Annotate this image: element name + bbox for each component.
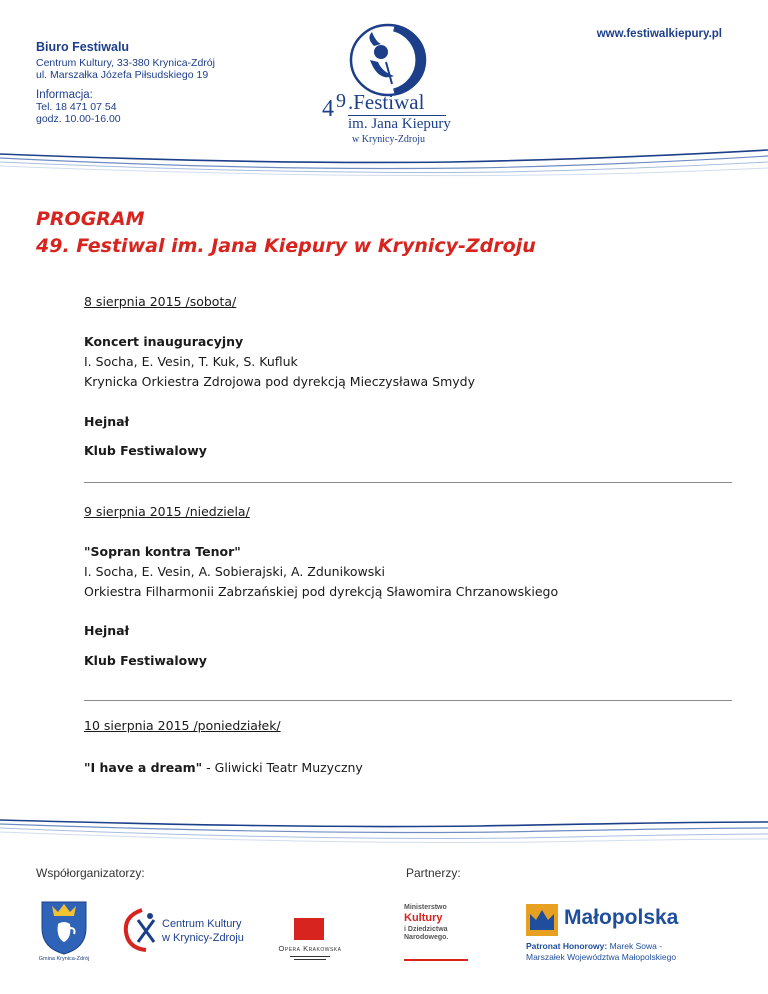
malopolska-name: Małopolska bbox=[564, 906, 679, 929]
day-1-performers: I. Socha, E. Vesin, T. Kuk, S. Kufluk bbox=[84, 354, 298, 369]
ministry-line-4: Narodowego. bbox=[404, 934, 449, 941]
footer-wave-decoration bbox=[0, 810, 768, 852]
gmina-logo bbox=[38, 898, 90, 966]
logo-digit-9: 9 bbox=[336, 90, 346, 112]
day-3-event-suffix: - Gliwicki Teatr Muzyczny bbox=[202, 760, 363, 775]
website-link[interactable]: www.festiwalkiepury.pl bbox=[596, 28, 722, 40]
phone: Tel. 18 471 07 54 bbox=[36, 101, 117, 113]
ck-line-2: w Krynicy-Zdroju bbox=[162, 932, 244, 944]
gmina-caption: Gmina Krynica-Zdrój bbox=[38, 956, 90, 962]
day-2-date: 9 sierpnia 2015 /niedziela/ bbox=[84, 504, 250, 519]
day-2-performers: I. Socha, E. Vesin, A. Sobierajski, A. Zdunikowski bbox=[84, 564, 385, 579]
ministry-red-line bbox=[404, 959, 468, 961]
day-3-event bbox=[84, 760, 363, 775]
logo-digit-4: 4 bbox=[322, 96, 334, 122]
patron-title: Marszałek Województwa Małopolskiego bbox=[526, 952, 677, 962]
day-1-item-klub: Klub Festiwalowy bbox=[84, 443, 207, 458]
day-2-item-hejnal: Hejnał bbox=[84, 623, 130, 638]
day-2-item-klub: Klub Festiwalowy bbox=[84, 653, 207, 668]
day-2-orchestra: Orkiestra Filharmonii Zabrzańskiej pod dyrekcją Sławomira Chrzanowskiego bbox=[84, 584, 559, 599]
ministry-logo bbox=[404, 904, 484, 964]
info-label: Informacja: bbox=[36, 89, 93, 101]
centrum-kultury-logo bbox=[120, 902, 250, 962]
patron-label: Patronat Honorowy: bbox=[526, 941, 608, 951]
day-2-event-title: "Sopran kontra Tenor" bbox=[84, 544, 241, 559]
logo-festiwal: .Festiwal bbox=[348, 90, 425, 114]
logo-name: im. Jana Kiepury bbox=[348, 116, 451, 132]
opera-red-block bbox=[294, 918, 324, 940]
patron-line-1 bbox=[526, 941, 662, 951]
opera-line-2 bbox=[294, 959, 326, 960]
coat-of-arms-icon bbox=[38, 898, 90, 956]
ministry-line-2: Kultury bbox=[404, 912, 443, 924]
divider-1 bbox=[84, 482, 732, 483]
patron-name: Marek Sowa - bbox=[607, 941, 663, 951]
program-title: PROGRAM bbox=[36, 208, 145, 230]
day-3-date: 10 sierpnia 2015 /poniedziałek/ bbox=[84, 718, 281, 733]
office-address-2: ul. Marszałka Józefa Piłsudskiego 19 bbox=[36, 69, 209, 81]
opening-hours: godz. 10.00-16.00 bbox=[36, 113, 121, 125]
malopolska-logo bbox=[526, 904, 726, 964]
header-wave-decoration bbox=[0, 140, 768, 180]
day-1-item-hejnal: Hejnał bbox=[84, 414, 130, 429]
day-3-event-title: "I have a dream" bbox=[84, 760, 203, 775]
festival-logo bbox=[318, 22, 458, 150]
coorganizers-label: Współorganizatorzy: bbox=[36, 866, 145, 880]
logo-place: w Krynicy-Zdroju bbox=[352, 134, 426, 145]
day-1-event-title: Koncert inauguracyjny bbox=[84, 334, 244, 349]
ck-mark-icon bbox=[120, 906, 160, 956]
partners-label: Partnerzy: bbox=[406, 866, 461, 880]
malopolska-crown-icon bbox=[526, 904, 558, 936]
ministry-line-1: Ministerstwo bbox=[404, 904, 447, 911]
opera-line-1 bbox=[290, 956, 330, 957]
divider-2 bbox=[84, 700, 732, 701]
ck-line-1: Centrum Kultury bbox=[162, 918, 242, 930]
office-title: Biuro Festiwalu bbox=[36, 40, 130, 54]
ministry-line-3: i Dziedzictwa bbox=[404, 926, 448, 933]
day-1-date: 8 sierpnia 2015 /sobota/ bbox=[84, 294, 237, 309]
opera-name: Opera Krakowska bbox=[278, 944, 342, 953]
day-1-orchestra: Krynicka Orkiestra Zdrojowa pod dyrekcją Mieczysława Smydy bbox=[84, 374, 476, 389]
opera-krakowska-logo bbox=[270, 918, 350, 964]
office-address-1: Centrum Kultury, 33-380 Krynica-Zdrój bbox=[36, 57, 215, 69]
program-subtitle: 49. Festiwal im. Jana Kiepury w Krynicy-Zdroju bbox=[36, 235, 536, 257]
bird-emblem-icon bbox=[348, 22, 432, 98]
